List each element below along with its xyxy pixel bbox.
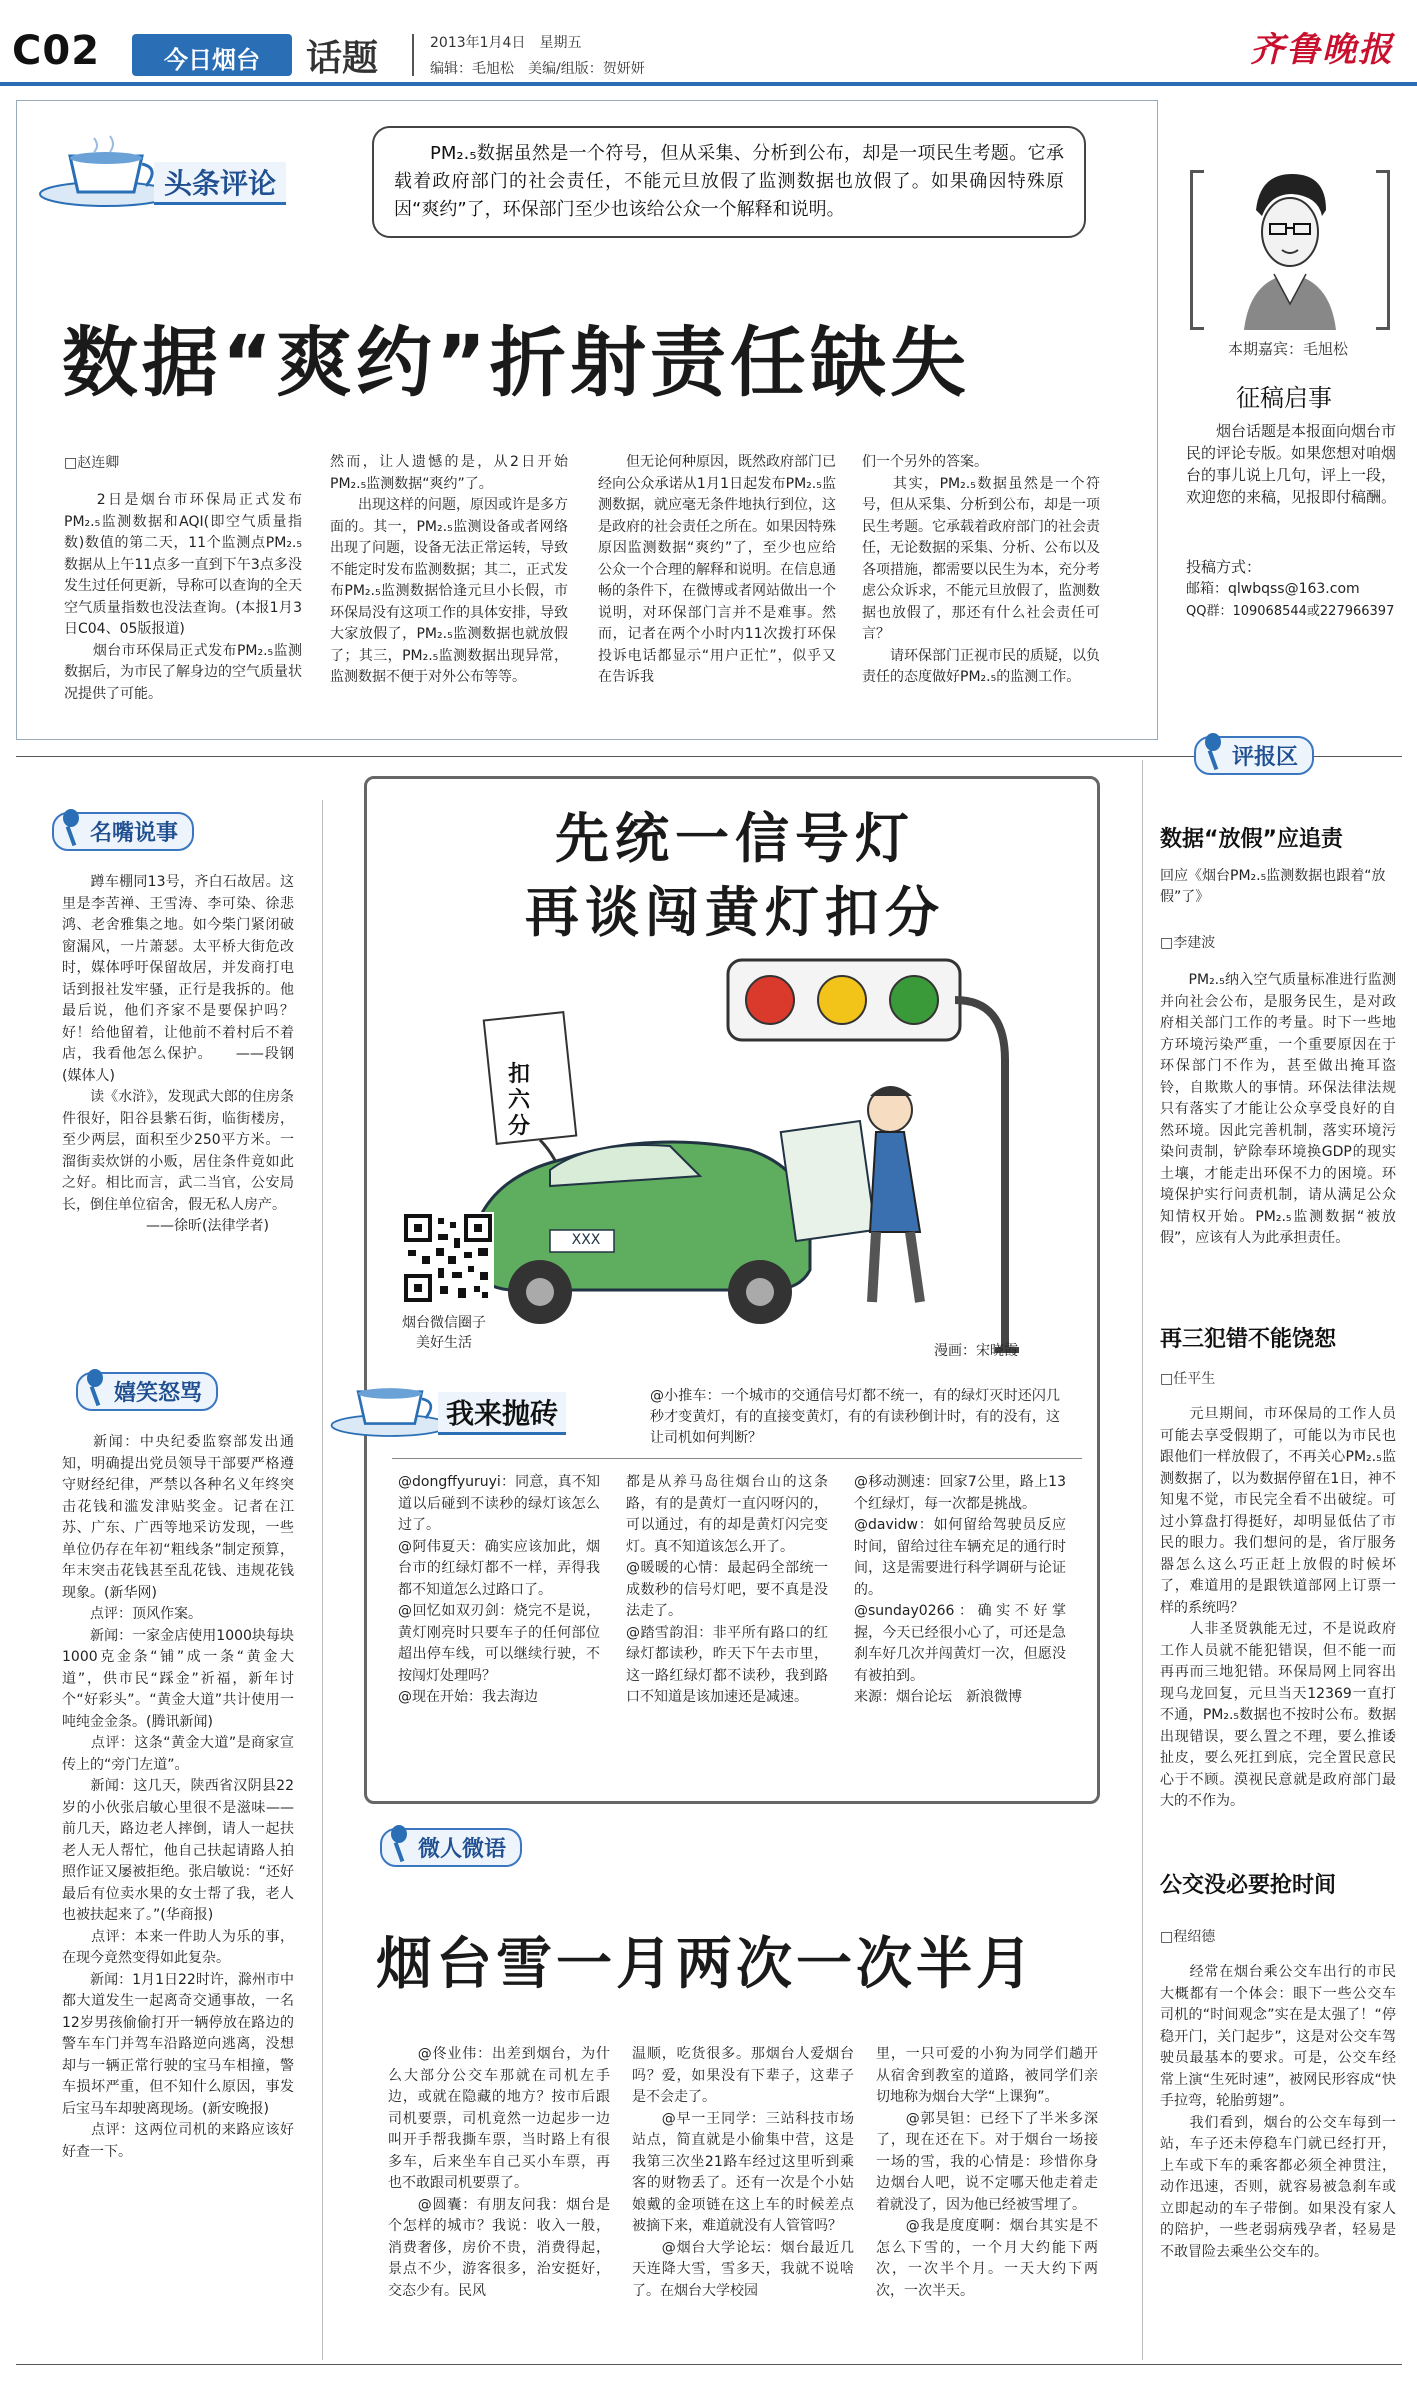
- paozhuan-col-2: 都是从养马岛往烟台山的这条路，有的是黄灯一直闪呀闪的，可以通过，有的却是黄灯闪完变灯。真不知道该怎么开了。 @暖暖的心情：最起码全部统一成数秒的信号灯吧，要不真是没法走了。 @踏雪韵泪：非平所有路口的红绿灯都读秒，昨天下午去市里，这一路红绿灯都不读秒，我到路口不知道是该加速还是减速。: [626, 1474, 828, 1705]
- contact-qq: QQ群：109068544或227966397: [1186, 604, 1395, 619]
- header-date: 2013年1月4日 星期五: [430, 35, 582, 51]
- weixin-col-2: 温顺，吃货很多。那烟台人爱烟台吗？爱，如果没有下辈子，这辈子是不会走了。 @早一王同学：三站科技市场站点，简直就是小偷集中营，这是我第三次坐21路车经过这里听到乘客的财物丢了。还有一次是个小姑娘戴的金项链在这上车的时候差点被摘下来，难道就没有人管管吗？ @烟台大学论坛：烟台最近几天连降大雪，雪多天，我就不说啥了。在烟台大学校园: [632, 2046, 854, 2299]
- left-col-divider: [322, 800, 323, 2360]
- weixin-tag-label: 微人微语: [418, 1837, 507, 1862]
- pingbao-a3-title: 公交没必要抢时间: [1160, 1873, 1337, 1898]
- lead-summary: PM₂.₅数据虽然是一个符号，但从采集、分析到公布，却是一项民生考题。它承载着政府部门的社会责任，不能元旦放假了监测数据也放假了。如果确因特殊原因“爽约”了，环保部门至少也该给公众一个解释和说明。: [394, 143, 1064, 220]
- lead-col-2: 然而，让人遗憾的是，从2日开始PM₂.₅监测数据“爽约”了。 出现这样的问题，原因或许是多方面的。其一，PM₂.₅监测设备或者网络出现了问题，设备无法正常运转，导致不能定时发布监测数据；其二，正式发布PM₂.₅监测数据恰逢元旦小长假，市环保局没有这项工作的具体安排，导致大家放假了，PM₂.₅监测数据也就放假了；其三，PM₂.₅监测数据出现异常，监测数据不便于对外公布等等。: [330, 454, 568, 685]
- red-light: [746, 976, 794, 1024]
- weixin-title: 烟台雪一月两次一次半月: [376, 1932, 1036, 1997]
- page-number: C02: [12, 28, 101, 74]
- xixiao-tag-label: 嬉笑怒骂: [114, 1381, 203, 1406]
- xixiao-text: 新闻：中央纪委监察部发出通知，明确提出党员领导干部要严格遵守财经纪律，严禁以各种名义年终突击花钱和滥发津贴奖金。记者在江苏、广东、广西等地采访发现，一些单位仍存在年初“粗线条”制定预算，年末突击花钱甚至乱花钱、违规花钱现象。(新华网) 点评：顶风作案。 新闻：一家金店使用1000块每块1000克金条“铺”成一条“黄金大道”，供市民“踩金”祈福，新年讨个“好彩头”。“黄金大道”共计使用一吨纯金金条。(腾讯新闻) 点评：这条“黄金大道”是商家宣传上的“旁门左道”。 新闻：这几天，陕西省汉阴县22岁的小伙张启敏心里很不是滋味——前几天，路边老人摔倒，请人一起扶老人无人帮忙，他自己扶起请路人拍照作证又屡被拒绝。张启敏说：“还好最后有位卖水果的女士帮了我，老人也被扶起来了。”(华商报) 点评：本来一件助人为乐的事，在现今竟然变得如此复杂。 新闻：1月1日22时许，滁州市中都大道发生一起离奇交通事故，一名12岁男孩偷偷打开一辆停放在路边的警车车门并驾车沿路逆向逃离，没想却与一辆正常行驶的宝马车相撞，警车损坏严重，但不知什么原因，事发后宝马车却驶离现场。(新安晚报) 点评：这两位司机的来路应该好好查一下。: [62, 1434, 294, 2160]
- pingbao-a2-title: 再三犯错不能饶恕: [1160, 1327, 1337, 1352]
- lead-title: 数据“爽约”折射责任缺失: [62, 318, 970, 407]
- yellow-light: [818, 976, 866, 1024]
- pingbao-tag: [1194, 736, 1314, 775]
- mingzui-tag-label: 名嘴说事: [90, 821, 179, 846]
- feature-title-1: 先统一信号灯: [555, 807, 915, 870]
- paozhuan-tag: [328, 1368, 628, 1448]
- lead-tag-label: 头条评论: [154, 162, 286, 205]
- mingzui-tag: [52, 812, 194, 851]
- feature-title-2: 再谈闯黄灯扣分: [525, 881, 945, 944]
- traffic-cartoon: [390, 950, 1080, 1370]
- lead-col-4: 们一个另外的答案。 其实，PM₂.₅数据虽然是一个符号，但从采集、分析到公布，却是一项民生考题。它承载着政府部门的社会责任，无论数据的采集、分析、公布以及各项措施，都需要以民生为本，充分考虑公众诉求，不能元旦放假了，监测数据也放假了，那还有什么社会责任可言？ 请环保部门正视市民的质疑，以负责任的态度做好PM₂.₅的监测工作。: [862, 454, 1100, 685]
- host-portrait-frame: [1190, 170, 1390, 330]
- header-divider: [412, 34, 414, 76]
- teacup-icon: [328, 1372, 452, 1438]
- lead-col-3: 但无论何种原因，既然政府部门已经向公众承诺从1月1日起发布PM₂.₅监测数据，就应毫无条件地执行到位，这是政府的社会责任之所在。如果因特殊原因监测数据“爽约”了，至少也应给公众一个合理的解释和说明。在信息通畅的条件下，在微博或者网站做出一个说明，对环保部门言并不是难事。然而，记者在两个小时内11次拨打环保投诉电话都显示“用户正忙”，似乎又在告诉我: [598, 454, 836, 685]
- microphone-icon: [1200, 732, 1226, 772]
- contact-label: 投稿方式：: [1186, 558, 1262, 576]
- call-text: 烟台话题是本报面向烟台市民的评论专版。如果您想对咱烟台的事儿说上几句，评上一段，欢迎您的来稿，见报即付稿酬。: [1186, 422, 1397, 506]
- microphone-icon: [386, 1824, 412, 1864]
- pingbao-a1-title: 数据“放假”应追责: [1160, 827, 1343, 852]
- footer-rule: [16, 2364, 1402, 2365]
- host-avatar: [1234, 170, 1346, 330]
- lead-tag: [36, 128, 336, 214]
- pingbao-a1-text: PM₂.₅纳入空气质量标准进行监测并向社会公布，是服务民生，是对政府相关部门工作的考量。时下一些地方环境污染严重，一个重要原因在于环保部门不作为，甚至做出掩耳盗铃，自欺欺人的事情。环保法律法规只有落实了才能让公众享受良好的自然环境。因此完善机制，落实环境污染问责制，铲除奉环境换GDP的现实土壤，才能走出环保不力的困境。环境保护实行问责机制，请从满足公众知情权开始。PM₂.₅监测数据“被放假”，应该有人为此承担责任。: [1160, 972, 1396, 1246]
- call-title: 征稿启事: [1236, 384, 1332, 412]
- microphone-icon: [58, 808, 84, 848]
- pingbao-a3-author: □程绍德: [1160, 1929, 1216, 1945]
- qr-caption-2: 美好生活: [416, 1335, 472, 1351]
- paozhuan-col-1: @dongffyuruyi：同意，真不知道以后碰到不读秒的绿灯该怎么过了。 @阿伟夏天：确实应该加此，烟台市的红绿灯都不一样，弄得我都不知道怎么过路口了。 @回忆如双刃剑：烧完不是说，黄灯刚亮时只要车子的任何部位超出停车线，可以继续行驶，不按闯灯处理吗？ @现在开始：我去海边: [398, 1474, 600, 1705]
- right-col-divider: [1142, 760, 1143, 2360]
- pingbao-a3-text: 经常在烟台乘公交车出行的市民大概都有一个体会：眼下一些公交车司机的“时间观念”实在是太强了！“停稳开门，关门起步”，这是对公交车驾驶员最基本的要求。可是，公交车经常上演“生死时速”，被网民形容成“快手拉弯，轮胎剪翅”。 我们看到，烟台的公交车每到一站，车子还未停稳车门就已经打开，上车或下车的乘客都必须全神贯注，动作迅速，否则，就容易被急刹车或立即起动的车子带倒。如果没有家人的陪护，一些老弱病残孕者，轻易是不敢冒险去乘坐公交车的。: [1160, 1964, 1396, 2260]
- sidebar-host: 本期嘉宾：毛旭松: [1228, 340, 1349, 358]
- cartoon-credit: 漫画：宋晓霞: [934, 1343, 1018, 1359]
- pingbao-a2-text: 元旦期间，市环保局的工作人员可能去享受假期了，可能以为市民也跟他们一样放假了，不再关心PM₂.₅监测数据了，以为数据停留在1日，神不知鬼不觉，市民完全看不出破绽。可过小算盘打得挺好，却明显低估了市民的眼力。我们想问的是，省厅服务器怎么这么巧正赶上放假的时候坏了，难道用的是跟铁道部网上订票一样的系统吗？ 人非圣贤孰能无过，不是说政府工作人员就不能犯错误，但不能一而再再而三地犯错。环保局网上同容出现乌龙回复，元旦当天12369一直打不通，PM₂.₅数据也不按时公布。数据出现错误，要么置之不理，要么推诿扯皮，要么死扛到底，完全置民意民心于不顾。漠视民意就是政府部门最大的不作为。: [1160, 1406, 1396, 1809]
- contact-email: 邮箱：qlwbqss@163.com: [1186, 581, 1360, 597]
- weixin-col-1: @佟业伟：出差到烟台，为什么大部分公交车那就在司机左手边，或就在隐藏的地方？按市后跟司机要票，司机竟然一边起步一边叫开手帮我撕车票，当时路上有很多车，后来坐车自己买小车票，再也不敢跟司机要票了。 @圆囊：有朋友问我：烟台是个怎样的城市？我说：收入一般，消费奢侈，房价不贵，消费得起，景点不少，游客很多，治安挺好，交态少有。民风: [388, 2046, 610, 2299]
- weixin-tag: [380, 1828, 522, 1867]
- newspaper-logo: 齐鲁晚报: [1250, 30, 1394, 70]
- section-label: 今日烟台: [164, 46, 260, 74]
- microphone-icon: [82, 1368, 108, 1408]
- header-editors: 编辑：毛旭松 美编/组版：贺妍妍: [430, 61, 645, 77]
- page-header: [0, 0, 1417, 84]
- paozhuan-tag-label: 我来抛砖: [438, 1392, 566, 1435]
- qr-code: [402, 1212, 494, 1304]
- lead-col-1: 2日是烟台市环保局正式发布PM₂.₅监测数据和AQI(即空气质量指数)数值的第二天，11个监测点PM₂.₅数据从上午11点多一直到下午3点多没发生过任何更新，导称可以查询的全天空气质量指数也没法查询。(本报1月3日C04、05版报道) 烟台市环保局正式发布PM₂.₅监测数据后，为市民了解身边的空气质量状况提供了可能。: [64, 492, 302, 702]
- green-light: [890, 976, 938, 1024]
- paozhuan-question: @小推车：一个城市的交通信号灯都不统一，有的绿灯灭时还闪几秒才变黄灯，有的直接变黄灯，有的有读秒倒计时，有的没有，这让司机如何判断？: [650, 1388, 1060, 1446]
- qr-caption-1: 烟台微信圈子: [402, 1315, 486, 1331]
- lead-author: □赵连卿: [64, 455, 120, 471]
- section-badge: [132, 34, 292, 76]
- xixiao-tag: [76, 1372, 218, 1411]
- ticket-text: 扣六分: [508, 1062, 531, 1139]
- pingbao-a2-author: □任平生: [1160, 1371, 1216, 1387]
- paozhuan-col-3: @移动测速：回家7公里，路上13个红绿灯，每一次都是挑战。 @davidw：如何留给驾驶员反应时间，留给过往车辆充足的通行时间，这是需要进行科学调研与论证的。 @sunday0266：确实不好掌握，今天已经很小心了，可还是急刹车好几次并闯黄灯一次，但愿没有被拍到。 来源：烟台论坛 新浪微博: [854, 1474, 1066, 1705]
- header-rule: [0, 82, 1417, 86]
- topic-label: 话题: [306, 38, 379, 79]
- pingbao-tag-label: 评报区: [1232, 745, 1299, 770]
- lead-summary-box: [372, 126, 1086, 238]
- plate-text: XXX: [571, 1232, 601, 1248]
- paozhuan-rule: [392, 1458, 1082, 1459]
- pingbao-a1-author: □李建波: [1160, 935, 1216, 951]
- weixin-col-3: 里，一只可爱的小狗为同学们趟开从宿舍到教室的道路，被同学们亲切地称为烟台大学“上课狗”。 @郭昊钽：已经下了半米多深了，现在还在下。对于烟台一场接一场的雪，我的心情是：珍惜你身边烟台人吧，说不定哪天他走着走着就没了，因为他已经被雪埋了。 @我是度度啊：烟台其实是不怎么下雪的，一个月大约能下两次，一次半个月。一天大约下两次，一次半天。: [876, 2046, 1098, 2299]
- pingbao-a1-sub: 回应《烟台PM₂.₅监测数据也跟着“放假”了》: [1160, 868, 1386, 905]
- mingzui-text: 蹲车棚同13号，齐白石故居。这里是李苦禅、王雪涛、李可染、徐悲鸿、老舍雅集之地。如今柴门紧闭破窗漏风，一片萧瑟。太平桥大街危改时，媒体呼吁保留故居，并发商打电话到报社发牢骚，正行是我拆的。他最后说，他们齐家不是要保护吗？好！给他留着，让他前不着村后不着店，我看他怎么保护。 ——段钢(媒体人) 读《水浒》，发现武大郎的住房条件很好，阳谷县紫石街，临街楼房，至少两层，面积至少250平方米。一溜街卖炊饼的小贩，居住条件竟如此之好。相比而言，武二当官，公安局长，倒住单位宿舍，假无私人房产。 ——徐昕(法律学者): [62, 874, 294, 1234]
